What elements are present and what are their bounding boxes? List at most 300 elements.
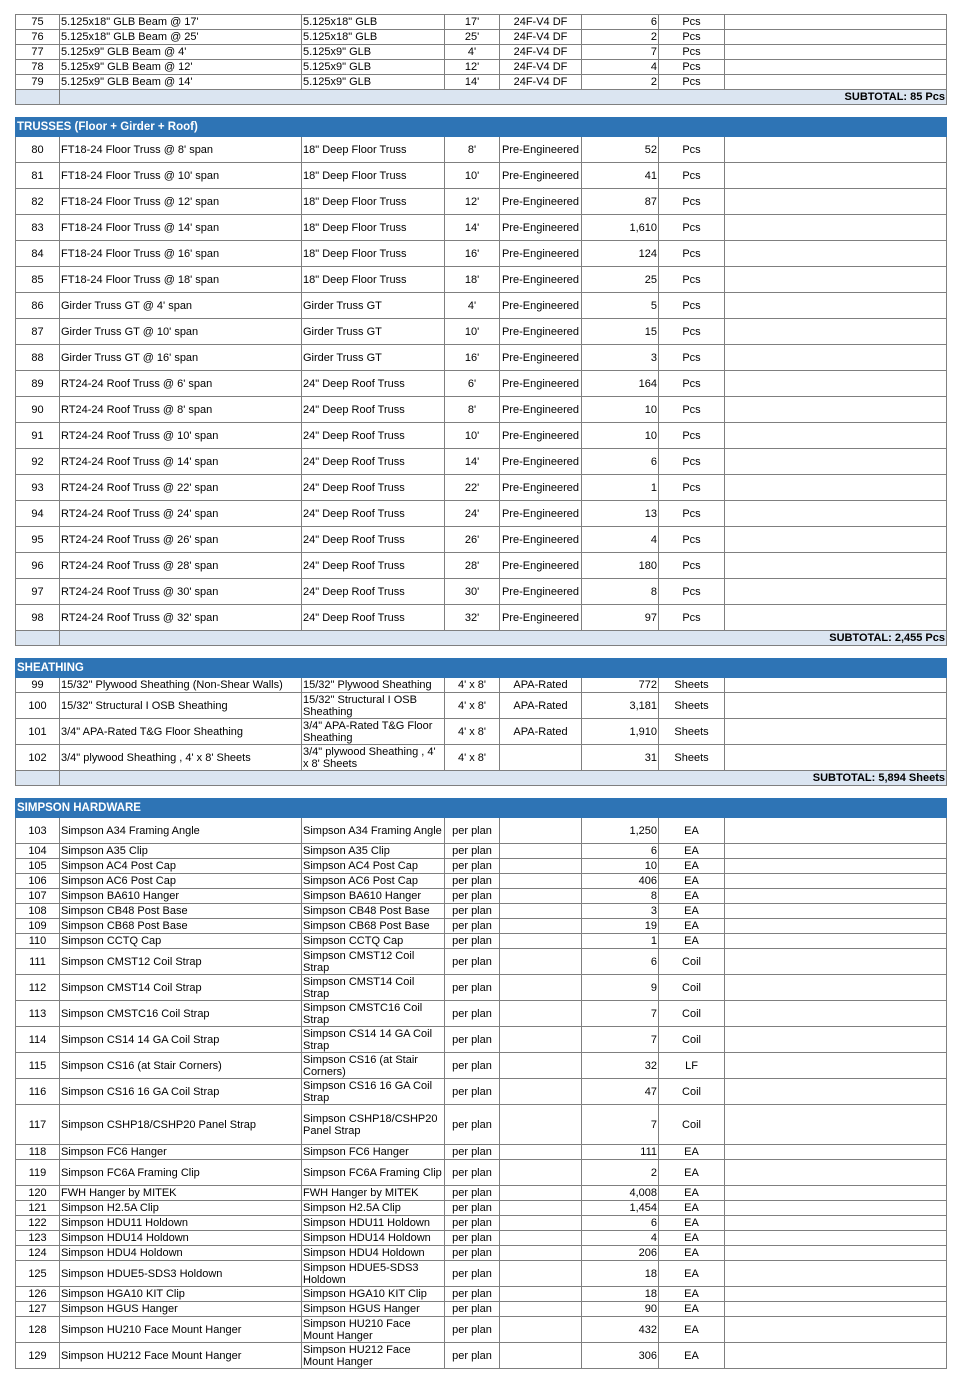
description-cell: FT18-24 Floor Truss @ 10' span	[60, 163, 302, 189]
notes-cell	[725, 553, 947, 579]
grade-cell	[500, 1216, 582, 1231]
length-cell: 14'	[445, 215, 500, 241]
unit-cell: Coil	[659, 1027, 725, 1053]
size-cell: 24" Deep Roof Truss	[302, 553, 445, 579]
unit-cell: Sheets	[659, 678, 725, 693]
table-row	[16, 818, 947, 844]
length-cell: 4' x 8'	[445, 745, 500, 771]
unit-cell: Coil	[659, 975, 725, 1001]
description-cell: RT24-24 Roof Truss @ 8' span	[60, 397, 302, 423]
notes-cell	[725, 1201, 947, 1216]
description-cell: RT24-24 Roof Truss @ 22' span	[60, 475, 302, 501]
quantity-cell: 41	[582, 163, 659, 189]
item-number-cell: 115	[16, 1053, 60, 1079]
unit-cell: EA	[659, 1287, 725, 1302]
description-cell: Simpson CMST14 Coil Strap	[60, 975, 302, 1001]
unit-cell: Pcs	[659, 189, 725, 215]
item-number-cell: 119	[16, 1160, 60, 1186]
grade-cell: 24F-V4 DF	[500, 30, 582, 45]
description-cell: Simpson CMSTC16 Coil Strap	[60, 1001, 302, 1027]
item-number-cell: 88	[16, 345, 60, 371]
subtotal-row	[16, 771, 947, 786]
size-cell: 3/4" plywood Sheathing , 4' x 8' Sheets	[302, 745, 445, 771]
notes-cell	[725, 1079, 947, 1105]
quantity-cell: 4,008	[582, 1186, 659, 1201]
length-cell: 16'	[445, 241, 500, 267]
length-cell: per plan	[445, 904, 500, 919]
unit-cell: Sheets	[659, 719, 725, 745]
size-cell: 15/32" Plywood Sheathing	[302, 678, 445, 693]
item-number-cell: 111	[16, 949, 60, 975]
grade-cell	[500, 1145, 582, 1160]
size-cell: 5.125x18" GLB	[302, 30, 445, 45]
table-row	[16, 1053, 947, 1079]
unit-cell: EA	[659, 1302, 725, 1317]
length-cell: 10'	[445, 319, 500, 345]
grade-cell	[500, 874, 582, 889]
size-cell: 18" Deep Floor Truss	[302, 215, 445, 241]
quantity-cell: 1	[582, 475, 659, 501]
notes-cell	[725, 745, 947, 771]
description-cell: 15/32" Structural I OSB Sheathing	[60, 693, 302, 719]
description-cell: Simpson HDU14 Holdown	[60, 1231, 302, 1246]
length-cell: 22'	[445, 475, 500, 501]
unit-cell: Coil	[659, 949, 725, 975]
notes-cell	[725, 345, 947, 371]
table-row	[16, 1216, 947, 1231]
quantity-cell: 1,250	[582, 818, 659, 844]
quantity-cell: 6	[582, 844, 659, 859]
grade-cell: Pre-Engineered	[500, 137, 582, 163]
item-number-cell: 106	[16, 874, 60, 889]
quantity-cell: 3	[582, 345, 659, 371]
item-number-cell: 93	[16, 475, 60, 501]
unit-cell: Pcs	[659, 293, 725, 319]
item-number-cell: 96	[16, 553, 60, 579]
length-cell: per plan	[445, 919, 500, 934]
unit-cell: Pcs	[659, 137, 725, 163]
unit-cell: EA	[659, 1246, 725, 1261]
grade-cell	[500, 1261, 582, 1287]
item-number-cell: 103	[16, 818, 60, 844]
length-cell: 8'	[445, 397, 500, 423]
table-row	[16, 15, 947, 30]
unit-cell: EA	[659, 1231, 725, 1246]
grade-cell	[500, 844, 582, 859]
unit-cell: EA	[659, 818, 725, 844]
item-number-cell: 82	[16, 189, 60, 215]
size-cell: Simpson CMSTC16 Coil Strap	[302, 1001, 445, 1027]
description-cell: RT24-24 Roof Truss @ 32' span	[60, 605, 302, 631]
table-row	[16, 501, 947, 527]
size-cell: Simpson FC6 Hanger	[302, 1145, 445, 1160]
quantity-cell: 25	[582, 267, 659, 293]
length-cell: per plan	[445, 1079, 500, 1105]
grade-cell	[500, 1001, 582, 1027]
size-cell: Simpson HDUE5-SDS3 Holdown	[302, 1261, 445, 1287]
length-cell: 25'	[445, 30, 500, 45]
grade-cell	[500, 1105, 582, 1145]
grade-cell: APA-Rated	[500, 678, 582, 693]
grade-cell: Pre-Engineered	[500, 527, 582, 553]
length-cell: per plan	[445, 1302, 500, 1317]
item-number-cell: 124	[16, 1246, 60, 1261]
description-cell: Simpson AC6 Post Cap	[60, 874, 302, 889]
item-number-cell: 78	[16, 60, 60, 75]
length-cell: per plan	[445, 1246, 500, 1261]
description-cell: Simpson CB48 Post Base	[60, 904, 302, 919]
notes-cell	[725, 15, 947, 30]
quantity-cell: 124	[582, 241, 659, 267]
length-cell: per plan	[445, 859, 500, 874]
quantity-cell: 3	[582, 904, 659, 919]
quantity-cell: 31	[582, 745, 659, 771]
notes-cell	[725, 579, 947, 605]
notes-cell	[725, 501, 947, 527]
notes-cell	[725, 1001, 947, 1027]
description-cell: Simpson HDU4 Holdown	[60, 1246, 302, 1261]
length-cell: 14'	[445, 449, 500, 475]
material-takeoff-sheet	[15, 14, 946, 1369]
size-cell: 18" Deep Floor Truss	[302, 241, 445, 267]
size-cell: 18" Deep Floor Truss	[302, 163, 445, 189]
unit-cell: EA	[659, 1160, 725, 1186]
grade-cell: 24F-V4 DF	[500, 45, 582, 60]
item-number-cell: 75	[16, 15, 60, 30]
item-number-cell: 129	[16, 1343, 60, 1369]
quantity-cell: 97	[582, 605, 659, 631]
size-cell: Simpson H2.5A Clip	[302, 1201, 445, 1216]
quantity-cell: 3,181	[582, 693, 659, 719]
grade-cell: APA-Rated	[500, 693, 582, 719]
length-cell: per plan	[445, 1145, 500, 1160]
length-cell: per plan	[445, 1231, 500, 1246]
item-number-cell: 109	[16, 919, 60, 934]
subtotal-spacer	[16, 90, 60, 105]
size-cell: Simpson HDU4 Holdown	[302, 1246, 445, 1261]
description-cell: RT24-24 Roof Truss @ 24' span	[60, 501, 302, 527]
length-cell: 4'	[445, 45, 500, 60]
subtotal-label: SUBTOTAL: 2,455 Pcs	[60, 631, 947, 646]
size-cell: Simpson HU212 Face Mount Hanger	[302, 1343, 445, 1369]
quantity-cell: 18	[582, 1261, 659, 1287]
table-row	[16, 1317, 947, 1343]
grade-cell	[500, 1317, 582, 1343]
table-row	[16, 678, 947, 693]
grade-cell	[500, 975, 582, 1001]
size-cell: Simpson A35 Clip	[302, 844, 445, 859]
notes-cell	[725, 1216, 947, 1231]
description-cell: 5.125x9" GLB Beam @ 12'	[60, 60, 302, 75]
description-cell: FT18-24 Floor Truss @ 12' span	[60, 189, 302, 215]
notes-cell	[725, 293, 947, 319]
unit-cell: Coil	[659, 1105, 725, 1145]
quantity-cell: 9	[582, 975, 659, 1001]
section-header	[16, 799, 947, 818]
description-cell: Simpson CS16 16 GA Coil Strap	[60, 1079, 302, 1105]
quantity-cell: 2	[582, 1160, 659, 1186]
table-row	[16, 60, 947, 75]
unit-cell: Coil	[659, 1079, 725, 1105]
table-row	[16, 137, 947, 163]
item-number-cell: 77	[16, 45, 60, 60]
item-number-cell: 79	[16, 75, 60, 90]
description-cell: Simpson HU210 Face Mount Hanger	[60, 1317, 302, 1343]
table-row	[16, 844, 947, 859]
size-cell: 24" Deep Roof Truss	[302, 605, 445, 631]
grade-cell	[500, 889, 582, 904]
size-cell: 5.125x9" GLB	[302, 45, 445, 60]
subtotal-label: SUBTOTAL: 85 Pcs	[60, 90, 947, 105]
quantity-cell: 180	[582, 553, 659, 579]
grade-cell	[500, 1246, 582, 1261]
description-cell: RT24-24 Roof Truss @ 6' span	[60, 371, 302, 397]
quantity-cell: 87	[582, 189, 659, 215]
notes-cell	[725, 319, 947, 345]
unit-cell: Pcs	[659, 319, 725, 345]
description-cell: Girder Truss GT @ 16' span	[60, 345, 302, 371]
table-row	[16, 1027, 947, 1053]
description-cell: Simpson A34 Framing Angle	[60, 818, 302, 844]
notes-cell	[725, 874, 947, 889]
quantity-cell: 15	[582, 319, 659, 345]
table-row	[16, 293, 947, 319]
item-number-cell: 91	[16, 423, 60, 449]
grade-cell	[500, 919, 582, 934]
table-row	[16, 1231, 947, 1246]
quantity-cell: 2	[582, 75, 659, 90]
length-cell: per plan	[445, 975, 500, 1001]
grade-cell: Pre-Engineered	[500, 241, 582, 267]
unit-cell: Sheets	[659, 745, 725, 771]
description-cell: Simpson HDU11 Holdown	[60, 1216, 302, 1231]
description-cell: RT24-24 Roof Truss @ 30' span	[60, 579, 302, 605]
unit-cell: Pcs	[659, 423, 725, 449]
item-number-cell: 95	[16, 527, 60, 553]
quantity-cell: 6	[582, 1216, 659, 1231]
quantity-cell: 306	[582, 1343, 659, 1369]
notes-cell	[725, 934, 947, 949]
unit-cell: Pcs	[659, 45, 725, 60]
description-cell: FWH Hanger by MITEK	[60, 1186, 302, 1201]
quantity-cell: 406	[582, 874, 659, 889]
item-number-cell: 92	[16, 449, 60, 475]
notes-cell	[725, 1160, 947, 1186]
size-cell: Simpson A34 Framing Angle	[302, 818, 445, 844]
description-cell: Simpson CB68 Post Base	[60, 919, 302, 934]
quantity-cell: 6	[582, 449, 659, 475]
size-cell: 24" Deep Roof Truss	[302, 423, 445, 449]
notes-cell	[725, 818, 947, 844]
quantity-cell: 1,610	[582, 215, 659, 241]
table-row	[16, 319, 947, 345]
table-row	[16, 241, 947, 267]
notes-cell	[725, 267, 947, 293]
length-cell: 16'	[445, 345, 500, 371]
notes-cell	[725, 889, 947, 904]
quantity-cell: 111	[582, 1145, 659, 1160]
quantity-cell: 164	[582, 371, 659, 397]
length-cell: 24'	[445, 501, 500, 527]
size-cell: Simpson HGUS Hanger	[302, 1302, 445, 1317]
grade-cell: Pre-Engineered	[500, 345, 582, 371]
length-cell: 28'	[445, 553, 500, 579]
unit-cell: EA	[659, 1343, 725, 1369]
grade-cell: Pre-Engineered	[500, 397, 582, 423]
unit-cell: EA	[659, 1216, 725, 1231]
table-row	[16, 1160, 947, 1186]
description-cell: RT24-24 Roof Truss @ 14' span	[60, 449, 302, 475]
quantity-cell: 7	[582, 1027, 659, 1053]
quantity-cell: 19	[582, 919, 659, 934]
length-cell: per plan	[445, 1201, 500, 1216]
length-cell: 8'	[445, 137, 500, 163]
section-header	[16, 659, 947, 678]
size-cell: Simpson CS16 16 GA Coil Strap	[302, 1079, 445, 1105]
materials-table	[15, 14, 947, 1369]
size-cell: Simpson CMST14 Coil Strap	[302, 975, 445, 1001]
table-row	[16, 397, 947, 423]
grade-cell: Pre-Engineered	[500, 501, 582, 527]
table-row	[16, 475, 947, 501]
grade-cell: Pre-Engineered	[500, 293, 582, 319]
quantity-cell: 4	[582, 60, 659, 75]
section-title: SIMPSON HARDWARE	[16, 799, 947, 818]
table-row	[16, 215, 947, 241]
quantity-cell: 7	[582, 45, 659, 60]
item-number-cell: 116	[16, 1079, 60, 1105]
item-number-cell: 128	[16, 1317, 60, 1343]
notes-cell	[725, 75, 947, 90]
grade-cell	[500, 949, 582, 975]
length-cell: per plan	[445, 1001, 500, 1027]
length-cell: per plan	[445, 1287, 500, 1302]
notes-cell	[725, 60, 947, 75]
table-row	[16, 1145, 947, 1160]
notes-cell	[725, 1027, 947, 1053]
grade-cell: Pre-Engineered	[500, 215, 582, 241]
length-cell: per plan	[445, 949, 500, 975]
size-cell: 3/4" APA-Rated T&G Floor Sheathing	[302, 719, 445, 745]
length-cell: per plan	[445, 874, 500, 889]
unit-cell: EA	[659, 919, 725, 934]
notes-cell	[725, 1105, 947, 1145]
quantity-cell: 13	[582, 501, 659, 527]
table-row	[16, 1186, 947, 1201]
item-number-cell: 126	[16, 1287, 60, 1302]
unit-cell: Pcs	[659, 345, 725, 371]
section-header	[16, 118, 947, 137]
notes-cell	[725, 527, 947, 553]
item-number-cell: 80	[16, 137, 60, 163]
size-cell: 24" Deep Roof Truss	[302, 579, 445, 605]
table-row	[16, 1261, 947, 1287]
quantity-cell: 4	[582, 527, 659, 553]
size-cell: Simpson CCTQ Cap	[302, 934, 445, 949]
notes-cell	[725, 163, 947, 189]
notes-cell	[725, 397, 947, 423]
unit-cell: EA	[659, 874, 725, 889]
table-row	[16, 1343, 947, 1369]
description-cell: 3/4" plywood Sheathing , 4' x 8' Sheets	[60, 745, 302, 771]
notes-cell	[725, 189, 947, 215]
grade-cell	[500, 1079, 582, 1105]
description-cell: Simpson CS14 14 GA Coil Strap	[60, 1027, 302, 1053]
size-cell: 24" Deep Roof Truss	[302, 449, 445, 475]
table-row	[16, 934, 947, 949]
notes-cell	[725, 1261, 947, 1287]
notes-cell	[725, 1317, 947, 1343]
subtotal-row	[16, 90, 947, 105]
quantity-cell: 47	[582, 1079, 659, 1105]
unit-cell: Pcs	[659, 241, 725, 267]
size-cell: 24" Deep Roof Truss	[302, 527, 445, 553]
grade-cell: Pre-Engineered	[500, 475, 582, 501]
size-cell: 5.125x9" GLB	[302, 75, 445, 90]
length-cell: 10'	[445, 423, 500, 449]
length-cell: 12'	[445, 60, 500, 75]
table-row	[16, 45, 947, 60]
item-number-cell: 83	[16, 215, 60, 241]
description-cell: RT24-24 Roof Truss @ 28' span	[60, 553, 302, 579]
grade-cell	[500, 859, 582, 874]
notes-cell	[725, 1343, 947, 1369]
subtotal-row	[16, 631, 947, 646]
size-cell: 18" Deep Floor Truss	[302, 137, 445, 163]
grade-cell	[500, 818, 582, 844]
table-row	[16, 579, 947, 605]
description-cell: Girder Truss GT @ 10' span	[60, 319, 302, 345]
item-number-cell: 99	[16, 678, 60, 693]
description-cell: Simpson A35 Clip	[60, 844, 302, 859]
item-number-cell: 122	[16, 1216, 60, 1231]
length-cell: 32'	[445, 605, 500, 631]
notes-cell	[725, 678, 947, 693]
item-number-cell: 107	[16, 889, 60, 904]
description-cell: Simpson CCTQ Cap	[60, 934, 302, 949]
table-row	[16, 693, 947, 719]
quantity-cell: 10	[582, 859, 659, 874]
description-cell: FT18-24 Floor Truss @ 18' span	[60, 267, 302, 293]
grade-cell	[500, 1302, 582, 1317]
item-number-cell: 90	[16, 397, 60, 423]
unit-cell: Pcs	[659, 579, 725, 605]
length-cell: per plan	[445, 1343, 500, 1369]
length-cell: per plan	[445, 934, 500, 949]
table-row	[16, 1079, 947, 1105]
item-number-cell: 125	[16, 1261, 60, 1287]
quantity-cell: 10	[582, 397, 659, 423]
unit-cell: Pcs	[659, 75, 725, 90]
section-title: TRUSSES (Floor + Girder + Roof)	[16, 118, 947, 137]
quantity-cell: 10	[582, 423, 659, 449]
quantity-cell: 7	[582, 1001, 659, 1027]
quantity-cell: 18	[582, 1287, 659, 1302]
table-row	[16, 423, 947, 449]
length-cell: per plan	[445, 1105, 500, 1145]
grade-cell: APA-Rated	[500, 719, 582, 745]
item-number-cell: 86	[16, 293, 60, 319]
description-cell: 15/32" Plywood Sheathing (Non-Shear Walls)	[60, 678, 302, 693]
quantity-cell: 1	[582, 934, 659, 949]
grade-cell	[500, 1186, 582, 1201]
table-row	[16, 189, 947, 215]
grade-cell	[500, 1287, 582, 1302]
description-cell: Simpson HGA10 KIT Clip	[60, 1287, 302, 1302]
unit-cell: Sheets	[659, 693, 725, 719]
description-cell: Simpson HDUE5-SDS3 Holdown	[60, 1261, 302, 1287]
length-cell: per plan	[445, 1186, 500, 1201]
